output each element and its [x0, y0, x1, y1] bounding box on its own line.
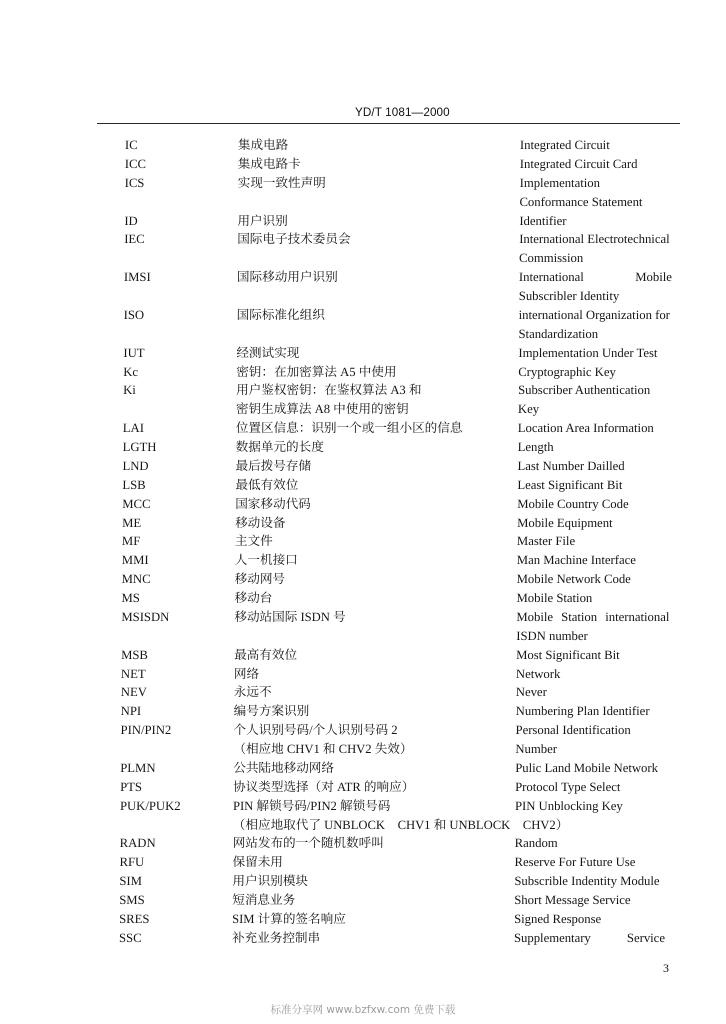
english-term-line: Never	[515, 684, 547, 699]
english-term-line: Man Machine Interface	[516, 552, 636, 567]
chinese-term-line: 用户识别	[237, 213, 288, 227]
chinese-term	[235, 475, 517, 494]
abbreviation: IMSI	[123, 269, 151, 284]
chinese-term-line: 用户识别模块	[232, 873, 309, 888]
abbreviation-entry	[124, 173, 679, 211]
abbreviation: MF	[121, 533, 141, 548]
abbreviation-entry	[121, 664, 676, 683]
chinese-term-line: 补充业务控制串	[231, 930, 321, 945]
abbreviation: LAI	[122, 420, 145, 435]
english-term-line: Number	[515, 741, 558, 756]
english-term	[519, 230, 679, 268]
english-term-line: Short Message Service	[514, 892, 631, 907]
chinese-term-line: 集成电路	[237, 137, 289, 152]
english-term	[514, 909, 674, 928]
english-term-line: Mobile Station international	[516, 609, 670, 624]
chinese-term-line: 公共陆地移动网络	[233, 760, 335, 775]
english-term	[518, 419, 678, 438]
abbreviation-entry	[122, 570, 677, 589]
english-term	[519, 173, 679, 211]
chinese-term	[234, 683, 516, 702]
chinese-term-line: 集成电路卡	[237, 156, 301, 171]
chinese-term	[235, 456, 517, 475]
chinese-term	[236, 419, 518, 438]
abbreviation-entry	[122, 513, 677, 532]
english-term-line: Subscriber Authentication	[518, 382, 651, 397]
english-term	[518, 438, 678, 457]
english-term	[515, 758, 675, 777]
abbreviation: SRES	[119, 911, 150, 926]
abbreviation: MS	[121, 590, 140, 605]
abbreviation-entry	[120, 758, 675, 777]
abbreviation-entry	[119, 909, 674, 928]
english-term	[517, 551, 677, 570]
chinese-term	[236, 438, 518, 457]
chinese-term-line: SIM 计算的签名响应	[232, 911, 346, 926]
english-term	[518, 343, 678, 362]
english-term	[519, 211, 679, 230]
chinese-term-line: 数据单元的长度	[235, 439, 324, 454]
abbreviation-entry	[123, 438, 678, 457]
abbreviation: RFU	[119, 854, 145, 869]
chinese-term-line: 位置区信息：识别一个或一组小区的信息	[235, 420, 463, 435]
chinese-term-line: 人一机接口	[234, 552, 298, 567]
chinese-term	[232, 853, 514, 872]
abbreviation: RADN	[119, 835, 156, 850]
english-term	[514, 891, 674, 910]
abbreviation-entry	[122, 532, 677, 551]
abbreviation-entry	[124, 211, 679, 230]
abbreviation-entry	[120, 721, 675, 759]
english-term-line: Signed Response	[514, 911, 602, 926]
chinese-term-line: 移动站国际 ISDN 号	[234, 609, 346, 624]
english-term-line: Least Significant Bit	[517, 477, 623, 492]
chinese-term-line: 永远不	[233, 684, 272, 699]
abbreviation-entry	[122, 475, 677, 494]
abbreviation: NEV	[120, 684, 147, 699]
english-term-line: International Mobile	[518, 269, 672, 284]
chinese-term-line: 移动台	[234, 590, 273, 605]
abbreviation-entry	[120, 796, 675, 834]
chinese-term	[235, 570, 517, 589]
english-term	[516, 589, 676, 608]
chinese-term	[234, 664, 516, 683]
abbreviation: MSB	[121, 647, 148, 662]
abbreviation: Kc	[123, 364, 139, 378]
english-term-line: Cryptographic Key	[518, 364, 616, 378]
chinese-term	[232, 891, 514, 910]
chinese-term-line: 短消息业务	[232, 892, 296, 907]
abbreviation-entry	[121, 645, 676, 664]
chinese-term	[237, 230, 519, 268]
abbreviation-entry	[123, 343, 678, 362]
abbreviation-entry	[123, 362, 678, 381]
english-term	[516, 645, 676, 664]
chinese-term	[237, 173, 519, 211]
chinese-term	[235, 551, 517, 570]
abbreviation: ICS	[124, 175, 145, 190]
chinese-term-line: 最低有效位	[235, 477, 299, 492]
english-term-line: Master File	[516, 533, 576, 548]
english-term	[517, 475, 677, 494]
chinese-term-line: 编号方案识别	[233, 703, 310, 718]
abbreviation: PUK/PUK2	[119, 798, 181, 813]
english-term-line: Random	[514, 835, 558, 850]
abbreviation: IUT	[123, 345, 145, 360]
chinese-term-line: 网站发布的一个随机数呼叫	[232, 835, 384, 850]
english-term	[520, 136, 680, 155]
english-term-line: Pulic Land Mobile Network	[515, 760, 659, 775]
chinese-term-line: 个人识别号码/个人识别号码 2	[233, 722, 398, 737]
english-term-line: Reserve For Future Use	[514, 854, 636, 869]
english-term-line: Implementation Under Test	[518, 345, 658, 360]
abbreviation: SIM	[119, 873, 143, 888]
abbreviation-entry	[122, 456, 677, 475]
chinese-term	[232, 909, 514, 928]
english-term	[519, 268, 679, 306]
abbreviation-entry	[119, 853, 674, 872]
english-term-line: Standardization	[518, 326, 599, 341]
abbreviation: SMS	[119, 892, 145, 907]
abbreviation-entry	[119, 928, 674, 947]
abbreviation-entry	[120, 834, 675, 853]
english-term	[517, 570, 677, 589]
english-term	[518, 305, 678, 343]
abbreviation-entry	[122, 494, 677, 513]
english-term-line: Numbering Plan Identifier	[515, 703, 650, 718]
chinese-term-line: （相应地取代了 UNBLOCK CHV1 和 UNBLOCK CHV2）	[232, 817, 569, 831]
chinese-term	[233, 758, 515, 777]
chinese-term-line: （相应地 CHV1 和 CHV2 失效）	[233, 741, 413, 756]
abbreviation-entry	[123, 305, 678, 343]
watermark-footer: 标准分享网 www.bzfxw.com 免费下载	[270, 1004, 456, 1016]
english-term-line: Mobile Equipment	[517, 515, 613, 529]
chinese-term	[234, 645, 516, 664]
chinese-term-line: 保留未用	[232, 854, 283, 869]
abbreviation: LSB	[122, 477, 146, 492]
chinese-term-line: 密钥：在加密算法 A5 中使用	[236, 364, 397, 378]
english-term	[518, 381, 678, 419]
abbreviation-entry	[121, 683, 676, 702]
english-term	[517, 456, 677, 475]
chinese-term-line: 移动设备	[235, 515, 286, 529]
chinese-term-line: 国际标准化组织	[236, 307, 325, 322]
chinese-term	[234, 607, 516, 645]
chinese-term	[236, 381, 518, 419]
english-term-line: Integrated Circuit	[519, 137, 610, 152]
english-term-line: Personal Identification	[515, 722, 631, 737]
header-rule	[97, 123, 680, 124]
english-term	[514, 853, 674, 872]
english-term	[518, 362, 678, 381]
english-term-line: ISDN number	[516, 628, 588, 643]
chinese-term-line: 密钥生成算法 A8 中使用的密钥	[235, 401, 409, 416]
chinese-term-line: 用户鉴权密钥：在鉴权算法 A3 和	[236, 382, 422, 397]
chinese-term-line: 最后拨号存储	[235, 458, 312, 473]
chinese-term-line: 最高有效位	[234, 647, 298, 662]
english-term-line: international Organization for	[518, 307, 670, 322]
abbreviation-list	[119, 136, 680, 948]
english-term	[515, 796, 675, 834]
chinese-term	[238, 136, 520, 155]
english-term-line: Subscrible Indentity Module	[514, 873, 660, 888]
abbreviation-entry	[123, 381, 678, 419]
english-term-line: Last Number Dailled	[517, 458, 625, 473]
abbreviation-entry	[120, 777, 675, 796]
abbreviation: PIN/PIN2	[120, 722, 172, 737]
abbreviation: MSISDN	[121, 609, 170, 624]
chinese-term	[233, 834, 515, 853]
english-term	[514, 872, 674, 891]
english-term	[516, 683, 676, 702]
abbreviation: Ki	[123, 382, 136, 397]
abbreviation: MCC	[122, 496, 151, 511]
english-term-line: Mobile Station	[516, 590, 593, 605]
abbreviation: LND	[122, 458, 149, 473]
chinese-term-line: 网络	[233, 666, 260, 680]
english-term-line: Length	[517, 439, 554, 454]
abbreviation: SSC	[118, 930, 142, 945]
english-term	[520, 154, 680, 173]
english-term-line: Mobile Network Code	[516, 571, 631, 586]
abbreviation: ISO	[123, 307, 145, 322]
english-term	[517, 532, 677, 551]
english-term-line: Location Area Information	[517, 420, 654, 435]
english-term	[515, 721, 675, 759]
chinese-term-line: 国际移动用户识别	[236, 269, 338, 284]
abbreviation-entry	[124, 268, 679, 306]
abbreviation: MNC	[121, 571, 151, 586]
english-term	[517, 513, 677, 532]
abbreviation-entry	[121, 589, 676, 608]
chinese-term	[232, 872, 514, 891]
english-term-line: Mobile Country Code	[517, 496, 629, 511]
abbreviation-entry	[121, 607, 676, 645]
document-code: YD/T 1081—2000	[355, 106, 450, 119]
abbreviation: ME	[122, 515, 142, 529]
english-term-line: Commission	[519, 250, 584, 265]
english-term	[515, 834, 675, 853]
chinese-term	[236, 362, 518, 381]
abbreviation: NET	[120, 666, 146, 680]
chinese-term	[237, 211, 519, 230]
english-term	[516, 702, 676, 721]
english-term-line: International Electrotechnical	[519, 231, 670, 246]
english-term	[516, 664, 676, 683]
chinese-term-line: 国际电子技术委员会	[237, 231, 351, 246]
chinese-term	[236, 343, 518, 362]
chinese-term	[232, 928, 514, 947]
english-term	[515, 777, 675, 796]
english-term-line: Identifier	[519, 213, 567, 227]
english-term-line: Most Significant Bit	[516, 647, 620, 662]
chinese-term	[234, 702, 516, 721]
english-term-line: PIN Unblocking Key	[514, 798, 623, 813]
chinese-term	[233, 721, 515, 759]
abbreviation-entry	[122, 551, 677, 570]
abbreviation: IEC	[124, 231, 145, 246]
english-term	[517, 494, 677, 513]
english-term-line: Protocol Type Select	[515, 779, 621, 794]
chinese-term	[235, 494, 517, 513]
chinese-term-line: 国家移动代码	[235, 496, 311, 511]
chinese-term-line: PIN 解锁号码/PIN2 解锁号码	[232, 798, 391, 813]
abbreviation: ICC	[124, 156, 146, 171]
abbreviation: PLMN	[120, 760, 156, 775]
english-term-line: Network	[515, 666, 561, 680]
chinese-term-line: 实现一致性声明	[237, 175, 326, 190]
abbreviation: NPI	[120, 703, 142, 718]
chinese-term	[237, 268, 519, 306]
abbreviation-entry	[125, 136, 680, 155]
english-term-line: Key	[517, 401, 540, 416]
chinese-term-line: 经测试实现	[236, 345, 300, 360]
abbreviation-entry	[124, 230, 679, 268]
abbreviation-entry	[121, 702, 676, 721]
chinese-term-line: 协议类型选择（对 ATR 的响应）	[233, 779, 415, 794]
english-term	[514, 928, 674, 947]
chinese-term	[235, 532, 517, 551]
chinese-term	[234, 589, 516, 608]
abbreviation-entry	[119, 872, 674, 891]
abbreviation: ID	[124, 213, 138, 227]
chinese-term-line: 移动网号	[234, 571, 286, 586]
english-term-line: Supplementary Service	[513, 930, 666, 945]
english-term-line: Conformance Statement	[519, 194, 643, 209]
english-term-line: Integrated Circuit Card	[519, 156, 638, 171]
abbreviation: MMI	[121, 552, 149, 567]
english-term	[516, 607, 676, 645]
abbreviation: PTS	[120, 779, 143, 794]
english-term-line: Subscribler Identity	[518, 288, 620, 303]
chinese-term-line: 主文件	[234, 533, 273, 548]
abbreviation-entry	[123, 419, 678, 438]
chinese-term	[235, 513, 517, 532]
abbreviation-entry	[125, 154, 680, 173]
chinese-term	[238, 154, 520, 173]
english-term-line: Implementation	[519, 175, 601, 190]
abbreviation-entry	[119, 891, 674, 910]
abbreviation: LGTH	[122, 439, 157, 454]
page-number: 3	[663, 961, 669, 975]
abbreviation: IC	[124, 137, 138, 152]
chinese-term	[233, 777, 515, 796]
chinese-term	[236, 305, 518, 343]
